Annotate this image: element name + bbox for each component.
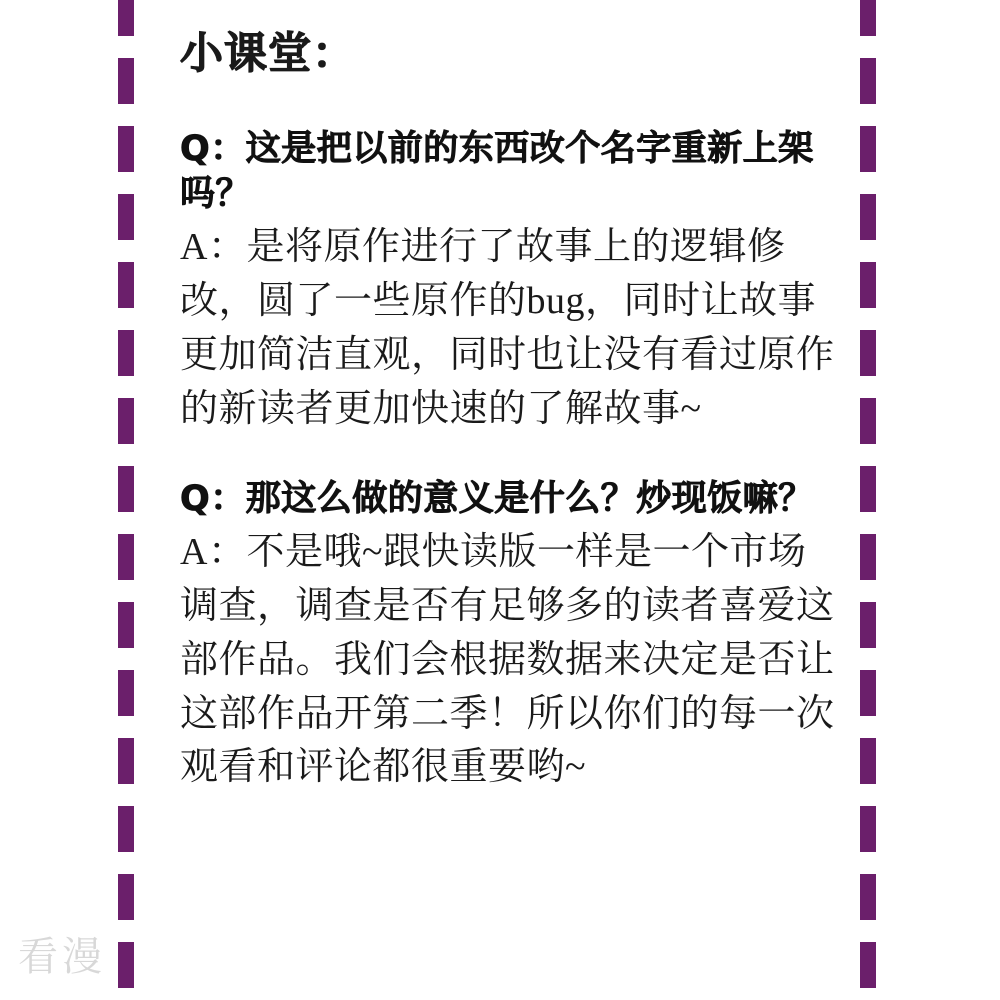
qa-question: Q：这是把以前的东西改个名字重新上架吗？	[180, 129, 814, 215]
rail-dash	[118, 398, 134, 444]
decorative-dashed-rail-left	[118, 0, 134, 1000]
rail-dash	[860, 738, 876, 784]
rail-dash	[860, 58, 876, 104]
rail-dash	[118, 466, 134, 512]
rail-dash	[860, 874, 876, 920]
qa-answer: A：是将原作进行了故事上的逻辑修改，圆了一些原作的bug，同时让故事更加简洁直观，同时也让没有看过原作的新读者更加快速的了解故事~	[180, 226, 835, 430]
decorative-dashed-rail-right	[860, 0, 876, 1000]
rail-dash	[118, 670, 134, 716]
rail-dash	[118, 806, 134, 852]
rail-dash	[860, 670, 876, 716]
rail-dash	[860, 534, 876, 580]
rail-dash	[860, 330, 876, 376]
content-column	[180, 30, 835, 835]
rail-dash	[118, 602, 134, 648]
rail-dash	[860, 194, 876, 240]
rail-dash	[860, 602, 876, 648]
rail-dash	[118, 194, 134, 240]
rail-dash	[118, 330, 134, 376]
rail-dash	[860, 942, 876, 988]
rail-dash	[118, 874, 134, 920]
qa-question: Q：那这么做的意义是什么？炒现饭嘛？	[180, 478, 814, 519]
rail-dash	[860, 262, 876, 308]
rail-dash	[118, 942, 134, 988]
rail-dash	[860, 0, 876, 36]
rail-dash	[118, 738, 134, 784]
qa-answer: A：不是哦~跟快读版一样是一个市场调查，调查是否有足够多的读者喜爱这部作品。我们会根据数据来决定是否让这部作品开第二季！所以你们的每一次观看和评论都很重要哟~	[180, 530, 835, 789]
watermark: 看漫	[18, 934, 106, 980]
rail-dash	[118, 126, 134, 172]
rail-dash	[860, 466, 876, 512]
rail-dash	[118, 58, 134, 104]
qa-item	[180, 127, 835, 436]
rail-dash	[860, 806, 876, 852]
rail-dash	[118, 262, 134, 308]
page-title: 小课堂：	[180, 29, 356, 79]
rail-dash	[118, 0, 134, 36]
rail-dash	[860, 398, 876, 444]
qa-item	[180, 477, 835, 796]
rail-dash	[860, 126, 876, 172]
rail-dash	[118, 534, 134, 580]
